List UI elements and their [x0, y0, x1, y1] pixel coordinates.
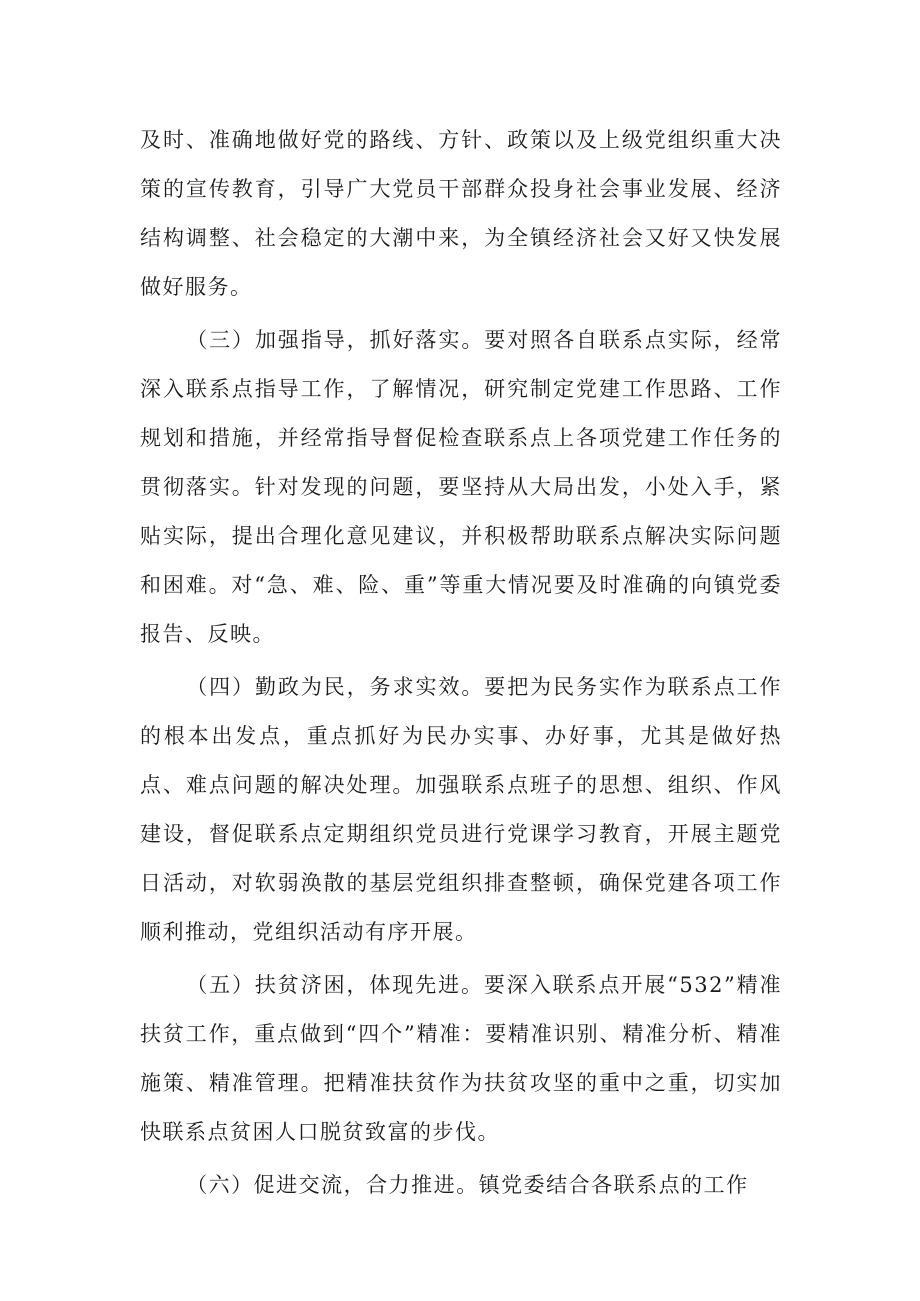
- paragraph-section-six: （六）促进交流，合力推进。镇党委结合各联系点的工作: [186, 1173, 749, 1197]
- paragraph-section-five: （五）扶贫济困，体现先进。要深入联系点开展“532”精准扶贫工作，重点做到“四个”精准：要精准识别、精准分析、精准施策、精准管理。把精准扶贫作为扶贫攻坚的重中之重，切实加快联系点贫困人口脱贫致富的步伐。: [140, 973, 782, 1144]
- paragraph-section-three: （三）加强指导，抓好落实。要对照各自联系点实际，经常深入联系点指导工作，了解情况，研究制定党建工作思路、工作规划和措施，并经常指导督促检查联系点上各项党建工作任务的贯彻落实。针对发现的问题，要坚持从大局出发，小处入手，紧贴实际，提出合理化意见建议，并积极帮助联系点解决实际问题和困难。对“急、难、险、重”等重大情况要及时准确的向镇党委报告、反映。: [140, 328, 782, 646]
- paragraph-section-four: （四）勤政为民，务求实效。要把为民务实作为联系点工作的根本出发点，重点抓好为民办实事、办好事，尤其是做好热点、难点问题的解决处理。加强联系点班子的思想、组织、作风建设，督促联系点定期组织党员进行党课学习教育，开展主题党日活动，对软弱涣散的基层党组织排查整顿，确保党建各项工作顺利推动，党组织活动有序开展。: [140, 675, 782, 944]
- paragraph-continuation: 及时、准确地做好党的路线、方针、政策以及上级党组织重大决策的宣传教育，引导广大党员干部群众投身社会事业发展、经济结构调整、社会稳定的大潮中来，为全镇经济社会又好又快发展做好服务。: [140, 128, 782, 299]
- document-body: [140, 116, 782, 1214]
